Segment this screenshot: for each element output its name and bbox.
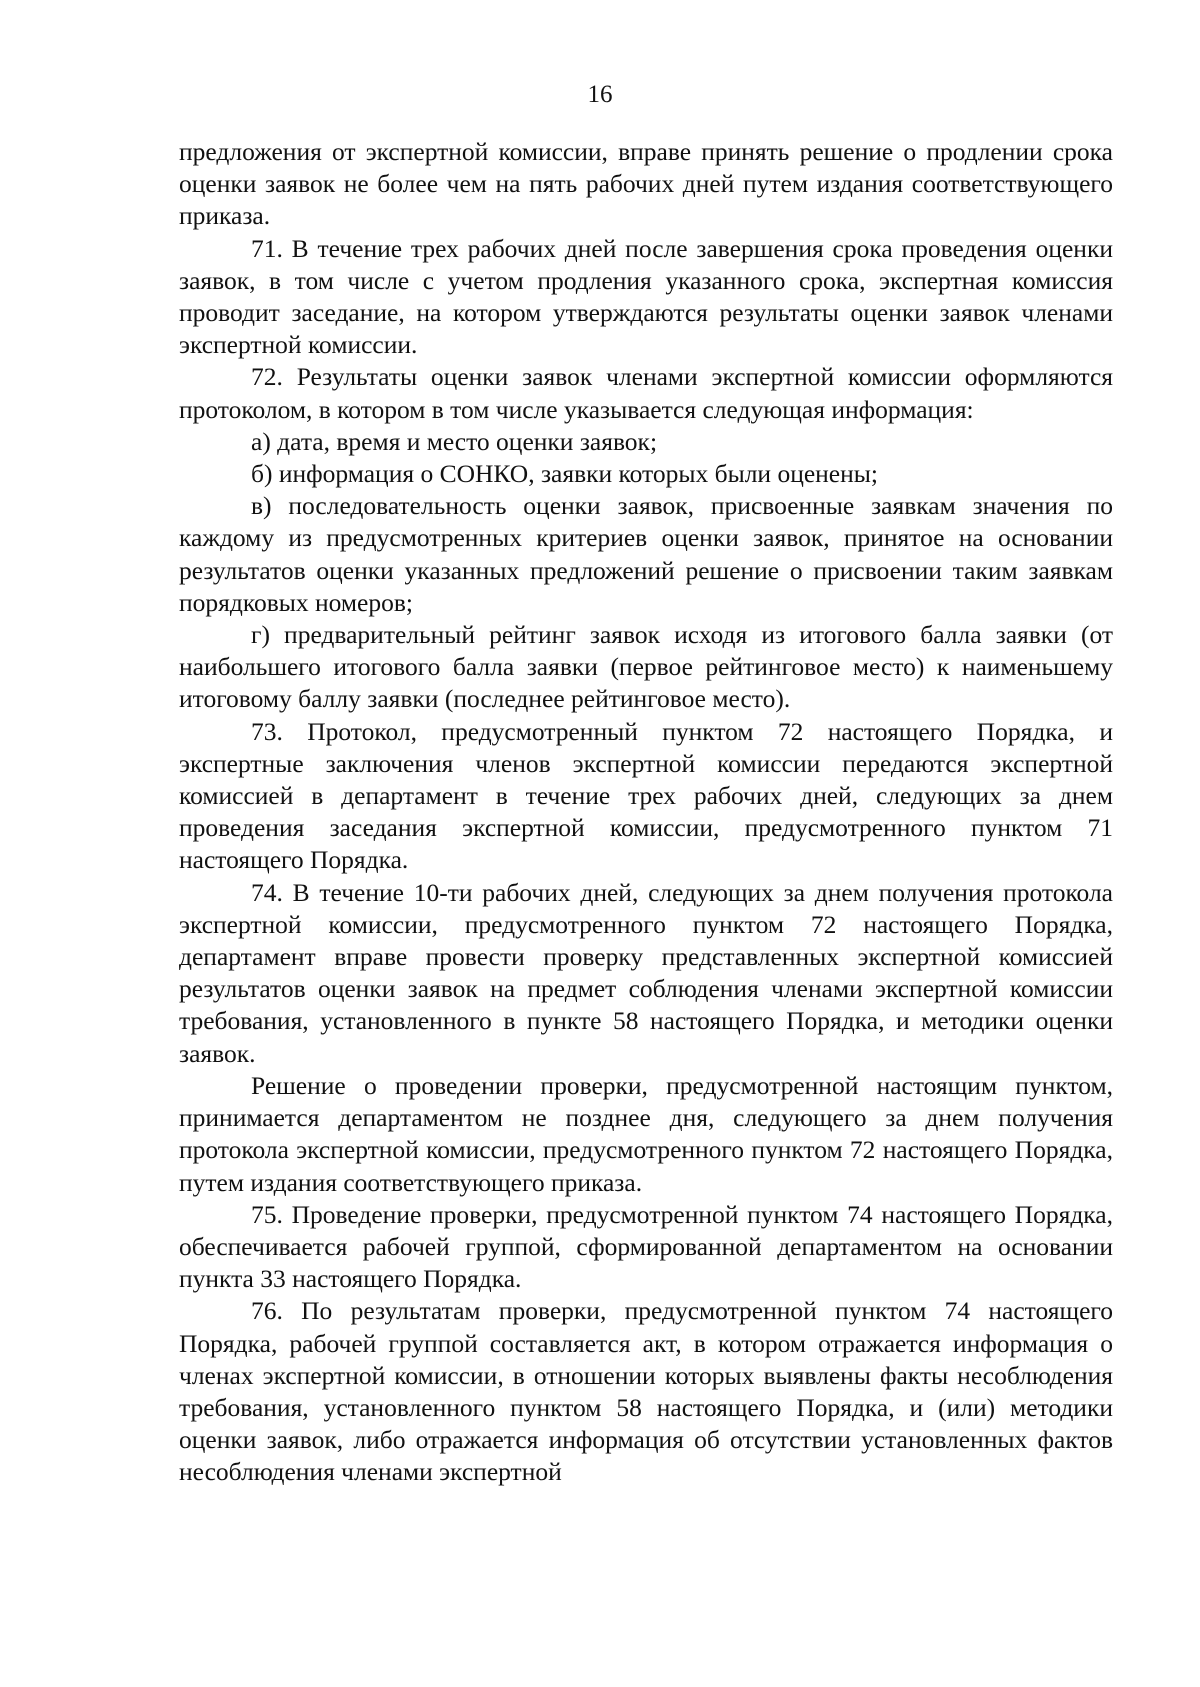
list-item-v: в) последовательность оценки заявок, присвоенные заявкам значения по каждому из предусмотренных критериев оценки заявок, принятое на основании результатов оценки указанных предложений решение о присвоении таким заявкам порядковых номеров; — [179, 491, 1113, 617]
paragraph-continuation: предложения от экспертной комиссии, вправе принять решение о продлении срока оценки заявок не более чем на пять рабочих дней путем издания соответствующего приказа. — [179, 137, 1113, 231]
page-number: 16 — [587, 81, 613, 108]
paragraph-74-decision: Решение о проведении проверки, предусмотренной настоящим пунктом, принимается департаментом не позднее дня, следующего за днем получения протокола экспертной комиссии, предусмотренного пунктом 72 настоящего Порядка, путем издания соответствующего приказа. — [179, 1070, 1113, 1197]
paragraph-74: 74. В течение 10-ти рабочих дней, следующих за днем получения протокола экспертной комиссии, предусмотренного пунктом 72 настоящего Порядка, департамент вправе провести проверку представленных экспертной комиссией результатов оценки заявок на предмет соблюдения членами экспертной комиссии требования, установленного в пункте 58 настоящего Порядка, и методики оценки заявок. — [179, 877, 1113, 1068]
paragraph-71: 71. В течение трех рабочих дней после завершения срока проведения оценки заявок, в том числе с учетом продления указанного срока, экспертная комиссия проводит заседание, на котором утверждаются результаты оценки заявок членами экспертной комиссии. — [179, 233, 1113, 360]
list-item-a: а) дата, время и место оценки заявок; — [251, 426, 658, 456]
document-body — [179, 136, 1113, 1489]
paragraph-75: 75. Проведение проверки, предусмотренной пунктом 74 настоящего Порядка, обеспечивается рабочей группой, сформированной департаментом на основании пункта 33 настоящего Порядка. — [179, 1199, 1113, 1294]
paragraph-76: 76. По результатам проверки, предусмотренной пунктом 74 настоящего Порядка, рабочей группой составляется акт, в котором отражается информация о членах экспертной комиссии, в отношении которых выявлены факты несоблюдения требования, установленного пунктом 58 настоящего Порядка, и (или) методики оценки заявок, либо отражается информация об отсутствии установленных фактов несоблюдения членами экспертной — [179, 1296, 1113, 1487]
paragraph-73: 73. Протокол, предусмотренный пунктом 72 настоящего Порядка, и экспертные заключения членов экспертной комиссии передаются экспертной комиссией в департамент в течение трех рабочих дней, следующих за днем проведения заседания экспертной комиссии, предусмотренного пунктом 71 настоящего Порядка. — [179, 716, 1113, 875]
list-item-g: г) предварительный рейтинг заявок исходя из итогового балла заявки (от наибольшего итогового балла заявки (первое рейтинговое место) к наименьшему итоговому баллу заявки (последнее рейтинговое место). — [179, 620, 1113, 714]
list-item-b: б) информация о СОНКО, заявки которых были оценены; — [251, 459, 878, 489]
paragraph-72: 72. Результаты оценки заявок членами экспертной комиссии оформляются протоколом, в котором в том числе указывается следующая информация: — [179, 362, 1113, 424]
